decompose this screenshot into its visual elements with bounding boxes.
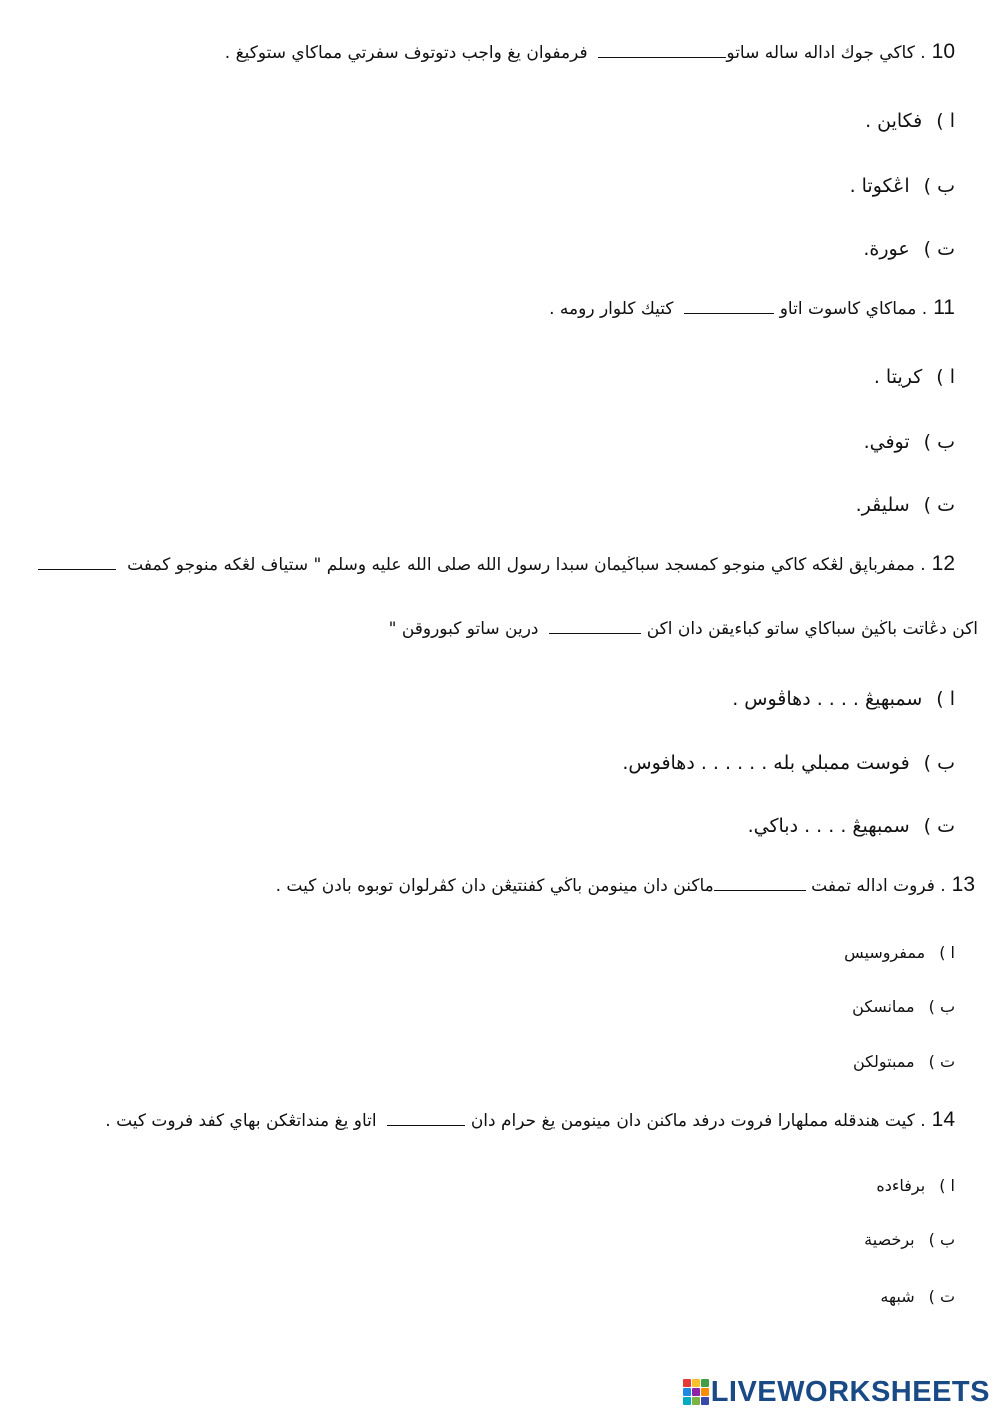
answer-blank: [549, 632, 641, 634]
option-marker: ب ): [928, 1230, 955, 1249]
option-marker: ب ): [923, 175, 955, 197]
option-text: شبهه: [880, 1287, 915, 1306]
question-14-stem: [105, 1108, 955, 1132]
option-marker: ب ): [923, 431, 955, 453]
option-c[interactable]: [853, 1052, 955, 1071]
option-marker: ا ): [936, 688, 955, 710]
option-marker: ا ): [939, 1176, 955, 1195]
question-11-stem: [549, 296, 955, 320]
option-marker: ت ): [923, 238, 955, 260]
question-stem-part: . كيت هندقله مملهارا فروت درفد ماكنن دان مينومن يغ حرام دان: [470, 1111, 926, 1131]
option-text: كريتا .: [873, 366, 923, 388]
question-stem-part: . كاكي جوك اداله ساله ساتو: [726, 43, 926, 63]
option-text: فكاين .: [865, 110, 923, 132]
logo-square: [683, 1388, 691, 1396]
option-text: ممبتولكن: [852, 1052, 915, 1071]
liveworksheets-logo[interactable]: [683, 1373, 990, 1411]
question-stem-part: فرمفوان يغ واجب دتوتوف سفرتي مماكاي ستوكيغ .: [224, 43, 588, 63]
option-marker: ا ): [939, 943, 955, 962]
logo-square: [683, 1379, 691, 1387]
option-text: سمبهيڠ . . . . دهاڤوس .: [732, 688, 923, 710]
logo-square: [692, 1379, 700, 1387]
option-a[interactable]: [874, 366, 955, 388]
option-marker: ب ): [928, 997, 955, 1016]
option-a[interactable]: [865, 110, 955, 132]
logo-square: [692, 1397, 700, 1405]
option-text: توفي.: [863, 431, 910, 453]
option-text: سمبهيڠ . . . . دباكي.: [747, 815, 910, 837]
question-number: 11: [933, 296, 955, 319]
logo-square: [701, 1379, 709, 1387]
brand-name: LIVEWORKSHEETS: [710, 1375, 990, 1408]
option-text: اڠكوتا .: [849, 175, 910, 197]
logo-square: [701, 1397, 709, 1405]
answer-blank: [598, 56, 726, 58]
question-number: 13: [951, 873, 975, 896]
option-text: برفاءده: [876, 1176, 926, 1195]
option-text: ممفروسيس: [844, 943, 926, 962]
answer-blank: [387, 1124, 465, 1126]
option-marker: ت ): [928, 1287, 955, 1306]
option-text: سليڤر.: [855, 494, 910, 516]
option-b[interactable]: [864, 431, 955, 453]
answer-blank: [684, 312, 774, 314]
option-marker: ا ): [936, 110, 955, 132]
option-c[interactable]: [856, 494, 955, 516]
option-marker: ت ): [928, 1052, 955, 1071]
option-text: برخصية: [864, 1230, 915, 1249]
question-stem-part: كتيك كلوار رومه .: [549, 299, 674, 319]
option-text: ممانسكن: [852, 997, 915, 1016]
question-12-stem: [38, 552, 955, 576]
option-marker: ت ): [923, 494, 955, 516]
question-stem-part: . ممفرباپق لڠكه كاكي منوجو كمسجد سباڬيمان سبدا رسول الله صلى الله عليه وسلم " ستياف لڠكه منوجو كمفت: [127, 555, 926, 575]
answer-blank: [714, 889, 806, 891]
question-stem-part: ماكنن دان مينومن باڬي كفنتيڠن دان كڤرلوان توبوه بادن كيت .: [275, 876, 714, 896]
option-c[interactable]: [880, 1287, 955, 1306]
question-stem-part: اتاو يغ منداتڠكن بهاي كفد فروت كيت .: [105, 1111, 377, 1131]
question-stem-part: درين ساتو كبوروقن ": [388, 619, 539, 639]
option-a[interactable]: [844, 943, 955, 962]
question-13-stem: [276, 873, 975, 897]
option-marker: ت ): [923, 815, 955, 837]
logo-square: [683, 1397, 691, 1405]
question-stem-part: اكن دڠاتت باڬيڽ سباكاي ساتو كباءيقن دان اكن: [646, 619, 978, 639]
answer-blank: [38, 568, 116, 570]
option-b[interactable]: [850, 175, 955, 197]
option-a[interactable]: [732, 688, 955, 710]
option-b[interactable]: [864, 1230, 955, 1249]
option-b[interactable]: [622, 752, 955, 774]
option-b[interactable]: [852, 997, 955, 1016]
option-a[interactable]: [876, 1176, 955, 1195]
option-marker: ا ): [936, 366, 955, 388]
option-c[interactable]: [863, 238, 955, 260]
question-stem-part: . مماكاي كاسوت اتاو: [779, 299, 928, 319]
question-stem-part: . فروت اداله تمفت: [811, 876, 946, 896]
logo-grid-icon: [683, 1379, 709, 1405]
option-text: فوست ممبلي بله . . . . . . دهافوس.: [622, 752, 910, 774]
question-12-stem-line2: [389, 619, 978, 639]
option-c[interactable]: [748, 815, 955, 837]
option-text: عورة.: [863, 238, 910, 260]
question-number: 10: [931, 40, 955, 63]
logo-square: [701, 1388, 709, 1396]
question-10-stem: [225, 40, 955, 64]
question-number: 12: [931, 552, 955, 575]
question-number: 14: [931, 1108, 955, 1131]
logo-square: [692, 1388, 700, 1396]
option-marker: ب ): [923, 752, 955, 774]
